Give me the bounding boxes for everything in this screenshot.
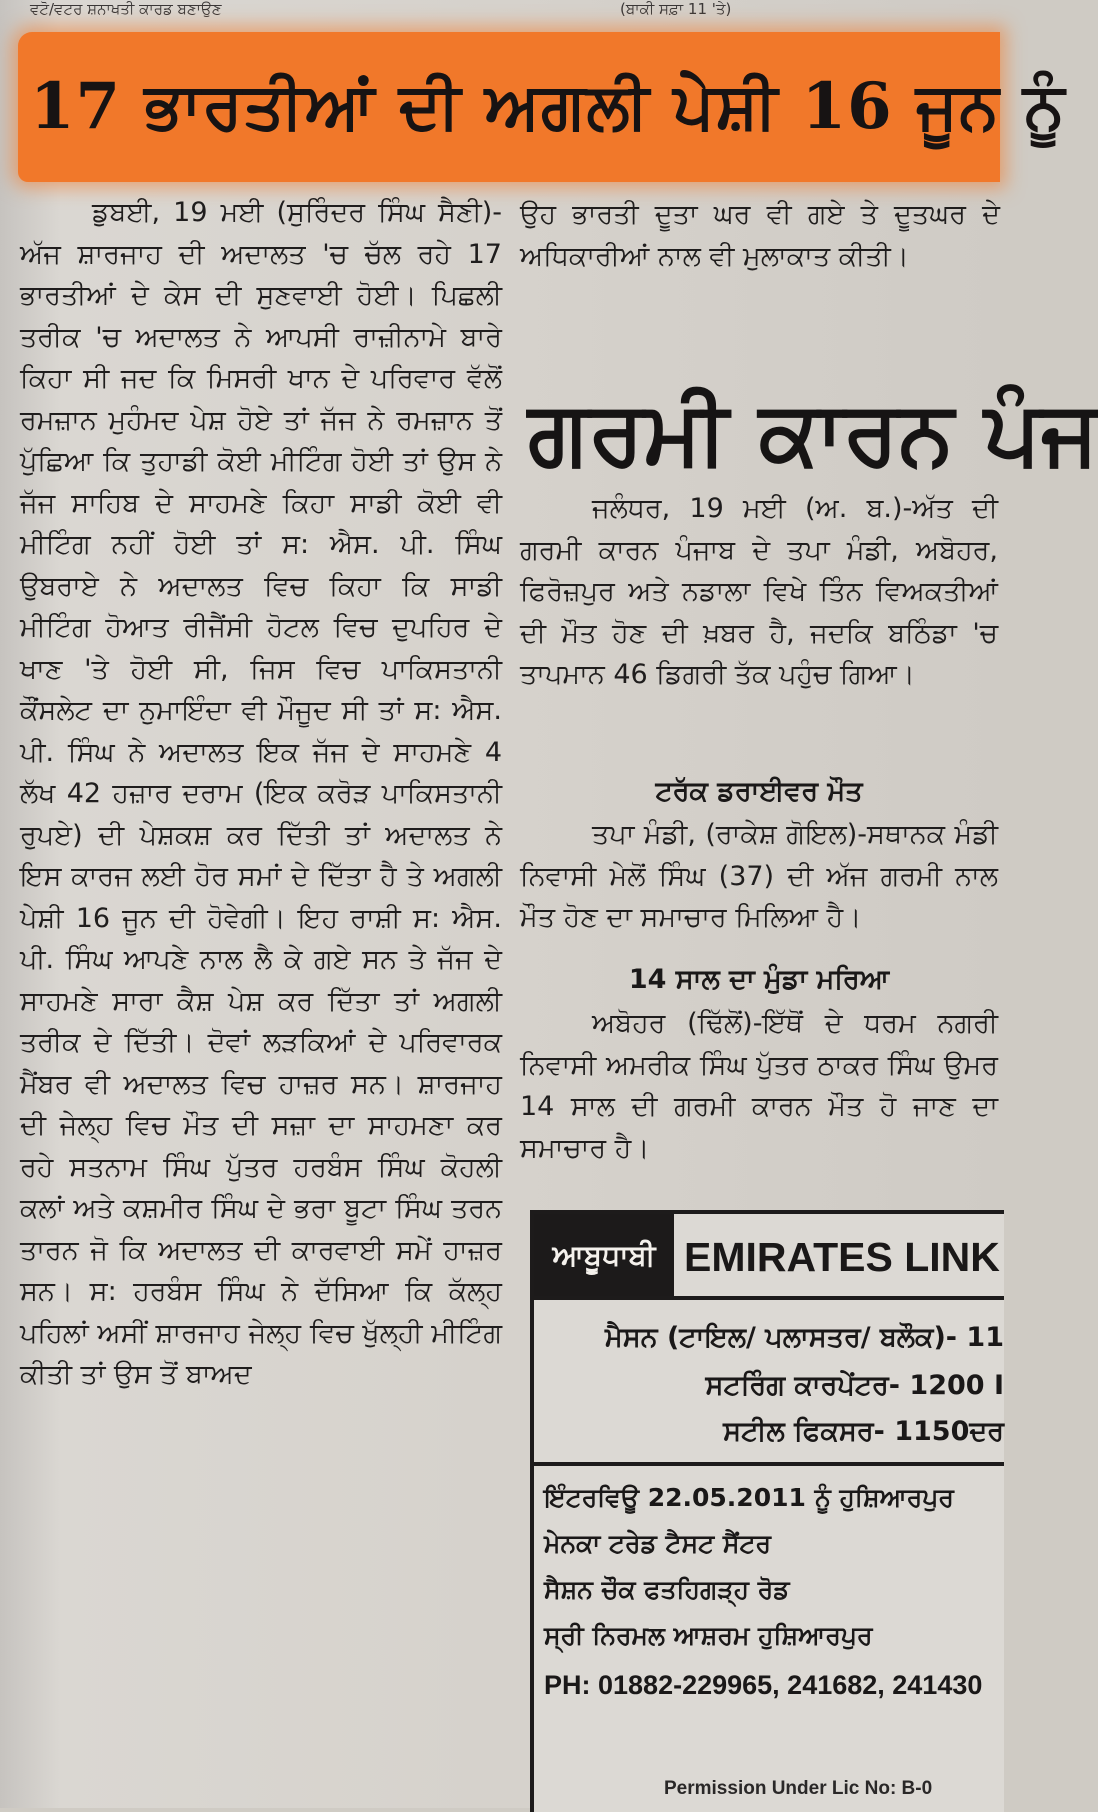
ad-job-line: ਸਟਰਿੰਗ ਕਾਰਪੇਂਟਰ- 1200 I: [705, 1370, 1004, 1401]
main-headline: 17 ਭਾਰਤੀਆਂ ਦੀ ਅਗਲੀ ਪੇਸ਼ੀ 16 ਜੂਨ ਨੂੰ: [30, 69, 1066, 144]
boy-died-column: [520, 1003, 998, 1173]
ad-venue-line: ਸ੍ਰੀ ਨਿਰਮਲ ਆਸ਼ਰਮ ਹੁਸ਼ਿਆਰਪੁਰ: [544, 1621, 873, 1650]
ad-divider: [534, 1296, 1004, 1300]
heat-story-paragraph: ਜਲੰਧਰ, 19 ਮਈ (ਅ. ਬ.)-ਅੱਤ ਦੀ ਗਰਮੀ ਕਾਰਨ ਪੰਜਾਬ ਦੇ ਤਪਾ ਮੰਡੀ, ਅਬੋਹਰ, ਫਿਰੋਜ਼ਪੁਰ ਅਤੇ ਨਡਾਲਾ ਵਿਖੇ ਤਿੰਨ ਵਿਅਕਤੀਆਂ ਦੀ ਮੌਤ ਹੋਣ ਦੀ ਖ਼ਬਰ ਹੈ, ਜਦਕਿ ਬਠਿੰਡਾ 'ਚ ਤਾਪਮਾਨ 46 ਡਿਗਰੀ ਤੱਕ ਪਹੁੰਚ ਗਿਆ।: [520, 493, 998, 690]
top-strip-right-text: (ਬਾਕੀ ਸਫ਼ਾ 11 'ਤੇ): [620, 0, 732, 18]
ad-location-tag: ਆਬੂਧਾਬੀ: [534, 1214, 674, 1296]
heat-story-headline: ਗਰਮੀ ਕਾਰਨ ਪੰਜ: [528, 380, 1098, 484]
top-strip: [0, 0, 1000, 22]
top-strip-left-text: ਵਟੋ/ਵਟਰ ਸ਼ਨਾਖਤੀ ਕਾਰਡ ਬਣਾਉਣ: [30, 0, 222, 18]
ad-divider: [534, 1462, 1004, 1466]
main-story-continuation-column: [520, 194, 1000, 314]
ad-company-title: EMIRATES LINK: [684, 1234, 1000, 1280]
ad-job-line: ਸਟੀਲ ਫਿਕਸਰ- 1150ਦਰ: [723, 1416, 1004, 1447]
boy-died-subhead: 14 ਸਾਲ ਦਾ ਮੁੰਡਾ ਮਰਿਆ: [628, 964, 890, 995]
truck-driver-subhead: ਟਰੱਕ ਡਰਾਈਵਰ ਮੌਤ: [655, 776, 863, 807]
main-story-paragraph: ਡੁਬਈ, 19 ਮਈ (ਸੁਰਿੰਦਰ ਸਿੰਘ ਸੈਣੀ)-ਅੱਜ ਸ਼ਾਰਜਾਹ ਦੀ ਅਦਾਲਤ 'ਚ ਚੱਲ ਰਹੇ 17 ਭਾਰਤੀਆਂ ਦੇ ਕੇਸ ਦੀ ਸੁਣਵਾਈ ਹੋਈ। ਪਿਛਲੀ ਤਰੀਕ 'ਚ ਅਦਾਲਤ ਨੇ ਆਪਸੀ ਰਾਜ਼ੀਨਾਮੇ ਬਾਰੇ ਕਿਹਾ ਸੀ ਜਦ ਕਿ ਮਿਸਰੀ ਖਾਨ ਦੇ ਪਰਿਵਾਰ ਵੱਲੋਂ ਰਮਜ਼ਾਨ ਮੁਹੰਮਦ ਪੇਸ਼ ਹੋਏ ਤਾਂ ਜੱਜ ਨੇ ਰਮਜ਼ਾਨ ਤੋਂ ਪੁੱਛਿਆ ਕਿ ਤੁਹਾਡੀ ਕੋਈ ਮੀਟਿੰਗ ਹੋਈ ਤਾਂ ਉਸ ਨੇ ਜੱਜ ਸਾਹਿਬ ਦੇ ਸਾਹਮਣੇ ਕਿਹਾ ਸਾਡੀ ਕੋਈ ਵੀ ਮੀਟਿੰਗ ਨਹੀਂ ਹੋਈ ਤਾਂ ਸ: ਐਸ. ਪੀ. ਸਿੰਘ ਉਬਰਾਏ ਨੇ ਅਦਾਲਤ ਵਿਚ ਕਿਹਾ ਕਿ ਸਾਡੀ ਮੀਟਿੰਗ ਹੋਆਤ ਰੀਜੈਂਸੀ ਹੋਟਲ ਵਿਚ ਦੁਪਹਿਰ ਦੇ ਖਾਣ 'ਤੇ ਹੋਈ ਸੀ, ਜਿਸ ਵਿਚ ਪਾਕਿਸਤਾਨੀ ਕੌਂਸਲੇਟ ਦਾ ਨੁਮਾਇੰਦਾ ਵੀ ਮੌਜੂਦ ਸੀ ਤਾਂ ਸ: ਐਸ. ਪੀ. ਸਿੰਘ ਨੇ ਅਦਾਲਤ ਇਕ ਜੱਜ ਦੇ ਸਾਹਮਣੇ 4 ਲੱਖ 42 ਹਜ਼ਾਰ ਦਰਾਮ (ਇਕ ਕਰੋੜ ਪਾਕਿਸਤਾਨੀ ਰੁਪਏ) ਦੀ ਪੇਸ਼ਕਸ਼ ਕਰ ਦਿੱਤੀ ਤਾਂ ਅਦਾਲਤ ਨੇ ਇਸ ਕਾਰਜ ਲਈ ਹੋਰ ਸਮਾਂ ਦੇ ਦਿੱਤਾ ਹੈ ਤੇ ਅਗਲੀ ਪੇਸ਼ੀ 16 ਜੂਨ ਦੀ ਹੋਵੇਗੀ। ਇਹ ਰਾਸ਼ੀ ਸ: ਐਸ. ਪੀ. ਸਿੰਘ ਆਪਣੇ ਨਾਲ ਲੈ ਕੇ ਗਏ ਸਨ ਤੇ ਜੱਜ ਦੇ ਸਾਹਮਣੇ ਸਾਰਾ ਕੈਸ਼ ਪੇਸ਼ ਕਰ ਦਿੱਤਾ ਤਾਂ ਅਗਲੀ ਤਰੀਕ ਦੇ ਦਿੱਤੀ। ਦੋਵਾਂ ਲੜਕਿਆਂ ਦੇ ਪਰਿਵਾਰਕ ਮੈਂਬਰ ਵੀ ਅਦਾਲਤ ਵਿਚ ਹਾਜ਼ਰ ਸਨ। ਸ਼ਾਰਜਾਹ ਦੀ ਜੇਲ੍ਹ ਵਿਚ ਮੌਤ ਦੀ ਸਜ਼ਾ ਦਾ ਸਾਹਮਣਾ ਕਰ ਰਹੇ ਸਤਨਾਮ ਸਿੰਘ ਪੁੱਤਰ ਹਰਬੰਸ ਸਿੰਘ ਕੋਹਲੀ ਕਲਾਂ ਅਤੇ ਕਸ਼ਮੀਰ ਸਿੰਘ ਦੇ ਭਰਾ ਬੂਟਾ ਸਿੰਘ ਤਰਨ ਤਾਰਨ ਜੋ ਕਿ ਅਦਾਲਤ ਦੀ ਕਾਰਵਾਈ ਸਮੇਂ ਹਾਜ਼ਰ ਸਨ। ਸ: ਹਰਬੰਸ ਸਿੰਘ ਨੇ ਦੱਸਿਆ ਕਿ ਕੱਲ੍ਹ ਪਹਿਲਾਂ ਅਸੀਂ ਸ਼ਾਰਜਾਹ ਜੇਲ੍ਹ ਵਿਚ ਖੁੱਲ੍ਹੀ ਮੀਟਿੰਗ ਕੀਤੀ ਤਾਂ ਉਸ ਤੋਂ ਬਾਅਦ: [20, 197, 502, 1390]
ad-permission-note: Permission Under Lic No: B-0: [664, 1778, 933, 1799]
main-story-continuation: ਉਹ ਭਾਰਤੀ ਦੂਤਾ ਘਰ ਵੀ ਗਏ ਤੇ ਦੂਤਘਰ ਦੇ ਅਧਿਕਾਰੀਆਂ ਨਾਲ ਵੀ ਮੁਲਾਕਾਤ ਕੀਤੀ।: [520, 199, 1000, 272]
ad-venue-line: ਸੈਸ਼ਨ ਚੌਕ ਫਤਹਿਗੜ੍ਹ ਰੋਡ: [544, 1575, 790, 1604]
ad-interview-date: ਇੰਟਰਵਿਊ 22.05.2011 ਨੂੰ ਹੁਸ਼ਿਆਰਪੁਰ: [544, 1483, 954, 1512]
job-advertisement: [530, 1210, 1004, 1812]
truck-driver-paragraph: ਤਪਾ ਮੰਡੀ, (ਰਾਕੇਸ਼ ਗੋਇਲ)-ਸਥਾਨਕ ਮੰਡੀ ਨਿਵਾਸੀ ਮੇਲੋਂ ਸਿੰਘ (37) ਦੀ ਅੱਜ ਗਰਮੀ ਨਾਲ ਮੌਤ ਹੋਣ ਦਾ ਸਮਾਚਾਰ ਮਿਲਿਆ ਹੈ।: [520, 819, 998, 933]
ad-venue-line: ਮੇਨਕਾ ਟਰੇਡ ਟੈਸਟ ਸੈਂਟਰ: [544, 1529, 772, 1558]
ad-job-line: ਮੈਸਨ (ਟਾਇਲ/ ਪਲਾਸਤਰ/ ਬਲੌਕ)- 11: [604, 1322, 1004, 1353]
boy-died-paragraph: ਅਬੋਹਰ (ਢਿੱਲੋਂ)-ਇੱਥੋਂ ਦੇ ਧਰਮ ਨਗਰੀ ਨਿਵਾਸੀ ਅਮਰੀਕ ਸਿੰਘ ਪੁੱਤਰ ਠਾਕਰ ਸਿੰਘ ਉਮਰ 14 ਸਾਲ ਦੀ ਗਰਮੀ ਕਾਰਨ ਮੌਤ ਹੋ ਜਾਣ ਦਾ ਸਮਾਚਾਰ ਹੈ।: [520, 1008, 998, 1164]
main-story-column: [20, 192, 502, 1792]
truck-driver-column: [520, 814, 998, 939]
ad-phone-numbers: PH: 01882-229965, 241682, 241430: [544, 1670, 983, 1700]
